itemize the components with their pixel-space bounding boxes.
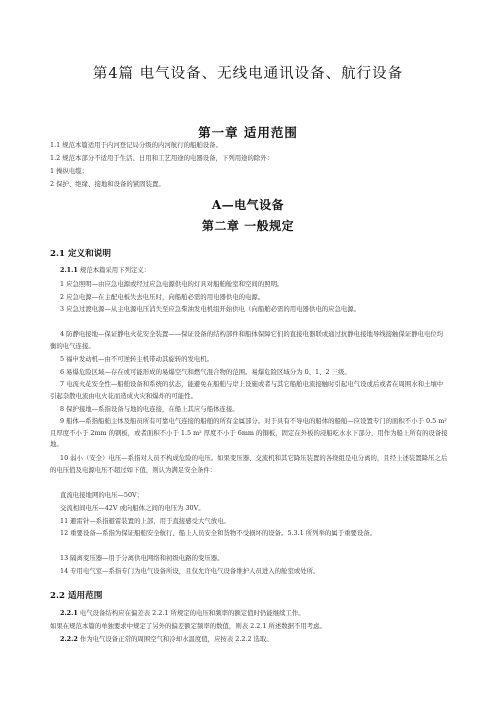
definition-item: 4 防静电接地—保证静电火花安全装置——保证设备的结构部件和船体保障它们的直接电器联或通过抗静电接地导线接触保证静电电位均衡的电气连接。 — [50, 330, 444, 350]
clause-2-1-1 — [60, 265, 450, 275]
definition-item: 1 应急照明—由应急电源或经过应急电源供电的灯具对船舶舱室和空间的照明。 — [60, 280, 284, 288]
definition-item: 6 易爆危险区域—存在或可能形成的易爆空气和燃气混合物的范围。易爆危险区域分为 0、1、2 三级。 — [60, 368, 351, 376]
chapter-2-title: 第二章 一般规定 — [201, 219, 295, 233]
clause-text: 电气设备结构应在偏差表 2.2.1 所规定的电压和频率的额定值时仍能继续工作。 — [79, 609, 305, 617]
definition-item: 5 福申发动机—由不可逆转主机带动其旋转的发电机。 — [60, 355, 214, 363]
part-a-title: A—电气设备 — [211, 198, 285, 212]
clause-2-2-1 — [60, 608, 450, 618]
definition-item: 14 专用电气室—系指专门为电气设备所设，且仅允许电气设备维护人员进入的舱室或处所。 — [60, 567, 320, 575]
clause-number: 2.1.1 — [60, 266, 78, 274]
clause-1-2-item-1: 1 操纵电缆； — [50, 167, 89, 175]
definition-sub-item: 直流电接地网的电压—50V； — [60, 491, 144, 499]
definition-item: 8 保护接地—系指设备与地的电连接，在船上其应与船体连接。 — [60, 405, 239, 413]
definition-sub-item: 交流相间电压—42V 或向船体之间的电压为 30V。 — [60, 504, 205, 512]
clause-2-2-2 — [60, 634, 450, 644]
definition-item: 11 避雷针—系指避雷装置的上部，用于直接感受大气放电。 — [60, 517, 230, 525]
definition-item: 3 应急过渡电源—从主电源电压消失至应急柴油发电机组开始供电（向船舶必需的用电器供电的应急电源。 — [60, 305, 361, 313]
clause-1-1: 1.1 规范本篇适用于内河登记局分级的内河航行的船舶设备。 — [50, 141, 222, 149]
definition-item: 7 电流火花安全性—船舶设备和系统的状态，能避免在船舶与岸上设施或者与其它船舶电流接触时引起电气设或后或者在周围水和土壤中引起杂散电流由电火花而造成火灾和爆炸的可能性。 — [50, 380, 444, 400]
clause-text: 规范本篇采用下列定义： — [79, 266, 151, 274]
clause-1-2: 1.2 规范本部分不适用于生活、日用和工艺用途的电器设备，下列用途的除外： — [50, 154, 274, 162]
chapter-1-title: 第一章 适用范围 — [198, 125, 298, 140]
clause-text: 作为电气设备正常的周围空气和冷却水温度值，应按表 2.2.2 选取。 — [79, 635, 273, 643]
clause-1-2-item-2: 2 保护、绝缘、接地和设备的紧固装置。 — [50, 180, 165, 188]
definition-item: 10 弱小（安全）电压—系指对人员不构成危险的电压。如果变压器、交流机和其它降压装置的各绕组是电分离的，且经上述装置降压之后的电压值及电源电压不超过如下值，则认为满足安全条件： — [50, 454, 448, 474]
clause-2-2-1-note: 如果在规范本篇的单独要求中规定了另外的偏差额定频率的数值，则表 2.2.1 所述数据不用考虑。 — [50, 622, 326, 630]
definition-item: 12 重要设备—系指为保证船舶安全航行、船上人员安全和货物不受损坏的设备。5.3.1 所列举的属于重要设备。 — [60, 529, 377, 537]
definition-item: 9 船体—系指船舶主体及船员所有可靠电气连接的船舶的所有金属部分。对于具有不导电的船体的船舶—应设置专门的面积不小于 0.5 m² 且厚度不小于 2mm 的钢板，或者面积不小于 1.5 m² 厚度不小于 6mm 的铜板，固定在外板的浸船吃水水下部分，用作为船上所有的设备接地。 — [50, 417, 448, 448]
clause-number: 2.2.1 — [60, 609, 78, 617]
part-title: 第4篇 电气设备、无线电通讯设备、航行设备 — [92, 66, 404, 82]
section-2-2-heading: 2.2 适用范围 — [50, 591, 103, 601]
section-2-1-heading: 2.1 定义和说明 — [50, 249, 111, 259]
definition-item: 13 隔离变压器—用于分离供电网络和初级电路的变压器。 — [60, 554, 224, 562]
definition-item: 2 应急电源—在主配电板失去电压时，向船舶必需的用电器供电的电源。 — [60, 293, 265, 301]
clause-number: 2.2.2 — [60, 635, 78, 643]
